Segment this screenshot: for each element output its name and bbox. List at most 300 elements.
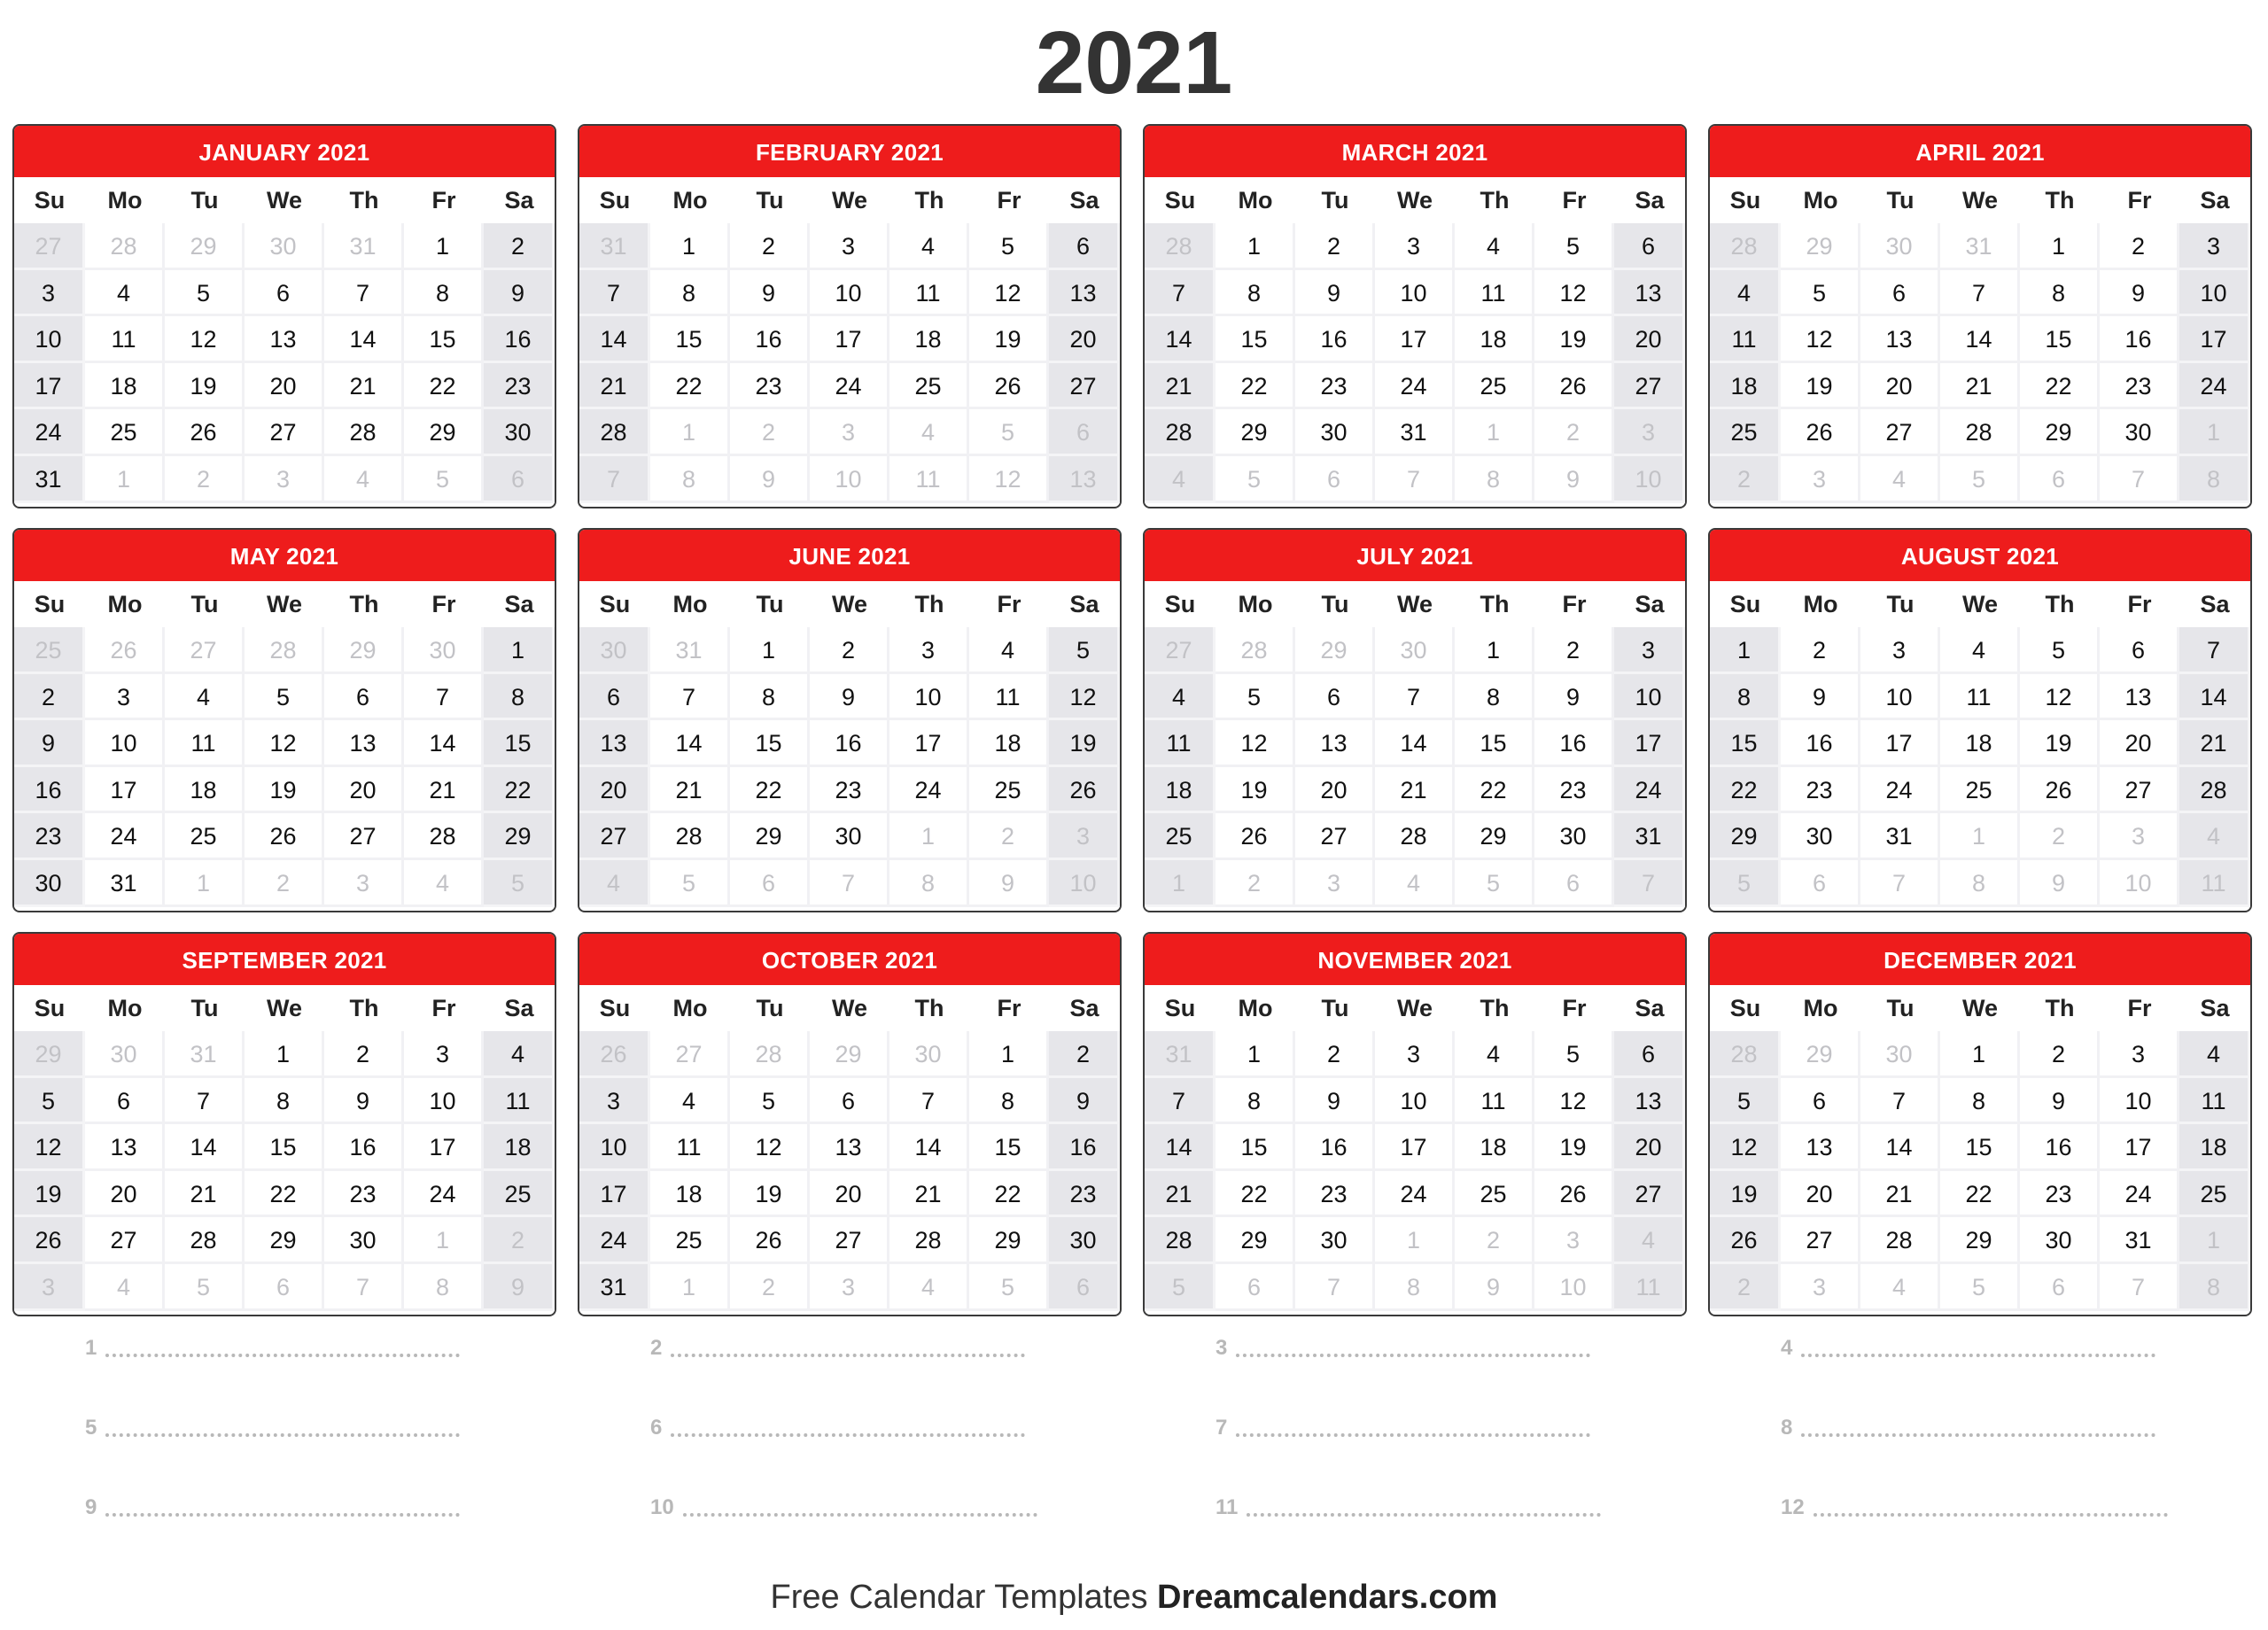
day-cell: 4 (1710, 270, 1781, 317)
day-cell: 8 (1940, 1078, 2020, 1125)
weekday-label: Th (349, 591, 379, 617)
note-dotted-line[interactable] (1236, 1419, 1590, 1437)
note-line-item[interactable] (12, 1327, 578, 1359)
day-cell-adjacent: 5 (650, 860, 730, 907)
day-cell-adjacent: 8 (650, 456, 730, 503)
note-line-item[interactable] (1143, 1486, 1708, 1518)
weekday-label: Su (34, 187, 66, 213)
day-cell: 1 (969, 1031, 1049, 1078)
day-cell: 26 (1781, 409, 1860, 456)
day-cell-adjacent: 11 (2179, 860, 2250, 907)
weekday-label: Th (2045, 591, 2075, 617)
day-cell: 6 (579, 674, 650, 721)
day-cell: 2 (324, 1031, 404, 1078)
weekday-row (579, 177, 1120, 223)
day-cell: 16 (14, 767, 85, 814)
notes-section (12, 1327, 2256, 1566)
day-cell-adjacent: 8 (1375, 1264, 1455, 1311)
day-cell: 21 (650, 767, 730, 814)
day-cell: 12 (730, 1124, 810, 1171)
day-cell-adjacent: 3 (14, 1264, 85, 1311)
day-cell: 6 (2100, 627, 2179, 674)
day-cell: 25 (650, 1217, 730, 1264)
day-cell-adjacent: 28 (730, 1031, 810, 1078)
day-cell-adjacent: 3 (1781, 1264, 1860, 1311)
days-grid (1710, 1031, 2250, 1311)
weekday-row (1145, 177, 1685, 223)
day-cell: 16 (2100, 316, 2179, 363)
weekday-row (579, 581, 1120, 627)
day-cell: 3 (85, 674, 165, 721)
note-line-item[interactable] (1708, 1327, 2268, 1359)
day-cell-adjacent: 1 (85, 456, 165, 503)
day-cell: 27 (1295, 813, 1375, 860)
day-cell-adjacent: 5 (1455, 860, 1534, 907)
weekday-label: We (1396, 187, 1433, 213)
day-cell: 31 (85, 860, 165, 907)
day-cell: 17 (810, 316, 889, 363)
day-cell: 15 (1710, 720, 1781, 767)
day-cell: 2 (2020, 1031, 2100, 1078)
day-cell: 4 (1145, 674, 1216, 721)
weekday-label: We (831, 591, 867, 617)
weekday-label: Mo (1803, 187, 1838, 213)
year-title: 2021 (1035, 13, 1233, 113)
day-cell-adjacent: 4 (1860, 1264, 1940, 1311)
day-cell: 8 (1710, 674, 1781, 721)
day-cell: 29 (1940, 1217, 2020, 1264)
weekday-label: Su (1164, 591, 1196, 617)
weekday-label: Fr (997, 591, 1021, 617)
day-cell: 28 (650, 813, 730, 860)
day-cell: 19 (969, 316, 1049, 363)
weekday-label: Fr (1562, 591, 1587, 617)
day-cell: 22 (1216, 363, 1295, 410)
day-cell: 12 (1534, 1078, 1614, 1125)
day-cell: 14 (404, 720, 484, 767)
day-cell: 7 (650, 674, 730, 721)
day-cell-adjacent: 1 (165, 860, 245, 907)
note-line-item[interactable] (578, 1327, 1143, 1359)
day-cell: 18 (969, 720, 1049, 767)
day-cell-adjacent: 29 (810, 1031, 889, 1078)
day-cell: 28 (1860, 1217, 1940, 1264)
weekday-label: Su (599, 995, 631, 1021)
day-cell: 23 (1781, 767, 1860, 814)
day-cell: 18 (889, 316, 969, 363)
weekday-label: We (1961, 187, 1998, 213)
day-cell-adjacent: 3 (2100, 813, 2179, 860)
day-cell: 3 (889, 627, 969, 674)
footer (0, 1579, 2268, 1617)
day-cell: 10 (85, 720, 165, 767)
note-line-item[interactable] (12, 1486, 578, 1518)
weekday-row (579, 985, 1120, 1031)
note-line-item[interactable] (578, 1407, 1143, 1439)
month-calendar (1708, 124, 2252, 508)
day-cell: 22 (245, 1171, 324, 1218)
day-cell: 15 (1940, 1124, 2020, 1171)
note-dotted-line[interactable] (671, 1339, 1025, 1357)
day-cell: 30 (1781, 813, 1860, 860)
day-cell: 29 (969, 1217, 1049, 1264)
day-cell: 4 (85, 270, 165, 317)
days-grid (579, 627, 1120, 907)
days-grid (1710, 627, 2250, 907)
days-grid (1710, 223, 2250, 503)
note-line-item[interactable] (1143, 1407, 1708, 1439)
day-cell: 10 (889, 674, 969, 721)
day-cell: 29 (484, 813, 555, 860)
note-dotted-line[interactable] (105, 1419, 460, 1437)
day-cell: 6 (245, 270, 324, 317)
day-cell-adjacent: 2 (1710, 456, 1781, 503)
day-cell: 6 (1295, 674, 1375, 721)
day-cell: 28 (2179, 767, 2250, 814)
day-cell: 6 (1614, 223, 1685, 270)
day-cell: 28 (579, 409, 650, 456)
day-cell: 10 (810, 270, 889, 317)
days-grid (14, 627, 555, 907)
day-cell: 26 (1534, 363, 1614, 410)
day-cell: 10 (579, 1124, 650, 1171)
day-cell: 26 (165, 409, 245, 456)
day-cell: 5 (969, 223, 1049, 270)
day-cell-adjacent: 7 (579, 456, 650, 503)
weekday-label: Mo (1238, 591, 1273, 617)
day-cell: 20 (1614, 316, 1685, 363)
day-cell-adjacent: 30 (85, 1031, 165, 1078)
day-cell: 13 (1049, 270, 1120, 317)
day-cell-adjacent: 12 (969, 456, 1049, 503)
weekday-label: Th (914, 995, 944, 1021)
day-cell-adjacent: 2 (1216, 860, 1295, 907)
weekday-label: Mo (672, 187, 708, 213)
weekday-label: Mo (672, 995, 708, 1021)
day-cell: 2 (1295, 223, 1375, 270)
day-cell: 10 (1375, 270, 1455, 317)
day-cell: 11 (1145, 720, 1216, 767)
day-cell: 22 (484, 767, 555, 814)
day-cell: 3 (1860, 627, 1940, 674)
day-cell: 23 (1295, 1171, 1375, 1218)
day-cell: 6 (1781, 1078, 1860, 1125)
weekday-label: Fr (2127, 187, 2152, 213)
day-cell: 26 (1534, 1171, 1614, 1218)
day-cell: 21 (1145, 363, 1216, 410)
weekday-label: Su (1729, 995, 1761, 1021)
day-cell: 24 (1375, 363, 1455, 410)
day-cell: 8 (2020, 270, 2100, 317)
day-cell: 24 (889, 767, 969, 814)
day-cell: 5 (1534, 1031, 1614, 1078)
weekday-label: Tu (1321, 995, 1349, 1021)
day-cell: 29 (245, 1217, 324, 1264)
day-cell: 2 (1534, 627, 1614, 674)
weekday-label: Su (34, 591, 66, 617)
month-title: JUNE 2021 (579, 530, 1120, 581)
note-line-item[interactable] (12, 1407, 578, 1439)
day-cell: 20 (1049, 316, 1120, 363)
day-cell: 22 (730, 767, 810, 814)
day-cell: 11 (1710, 316, 1781, 363)
note-dotted-line[interactable] (1236, 1339, 1590, 1357)
day-cell: 16 (1295, 316, 1375, 363)
day-cell-adjacent: 1 (650, 409, 730, 456)
day-cell: 16 (1049, 1124, 1120, 1171)
weekday-row (1710, 177, 2250, 223)
day-cell: 21 (1860, 1171, 1940, 1218)
weekday-label: Su (1164, 187, 1196, 213)
weekday-label: Tu (1886, 995, 1915, 1021)
day-cell: 1 (2020, 223, 2100, 270)
day-cell-adjacent: 29 (1781, 223, 1860, 270)
day-cell-adjacent: 3 (245, 456, 324, 503)
day-cell: 12 (1710, 1124, 1781, 1171)
day-cell-adjacent: 6 (1049, 409, 1120, 456)
day-cell-adjacent: 9 (969, 860, 1049, 907)
day-cell: 6 (810, 1078, 889, 1125)
day-cell: 28 (324, 409, 404, 456)
note-dotted-line[interactable] (671, 1419, 1025, 1437)
day-cell: 15 (245, 1124, 324, 1171)
day-cell: 26 (1710, 1217, 1781, 1264)
day-cell: 18 (165, 767, 245, 814)
day-cell-adjacent: 1 (1940, 813, 2020, 860)
day-cell-adjacent: 28 (1710, 1031, 1781, 1078)
day-cell: 10 (14, 316, 85, 363)
day-cell-adjacent: 31 (1145, 1031, 1216, 1078)
weekday-label: Tu (1321, 187, 1349, 213)
day-cell: 8 (650, 270, 730, 317)
day-cell-adjacent: 5 (1940, 456, 2020, 503)
day-cell: 3 (2100, 1031, 2179, 1078)
day-cell: 23 (1049, 1171, 1120, 1218)
day-cell: 31 (1375, 409, 1455, 456)
day-cell: 13 (85, 1124, 165, 1171)
day-cell-adjacent: 3 (1534, 1217, 1614, 1264)
day-cell: 3 (1375, 1031, 1455, 1078)
day-cell-adjacent: 10 (1614, 456, 1685, 503)
day-cell: 1 (650, 223, 730, 270)
note-line-item[interactable] (1708, 1486, 2268, 1518)
month-title: JANUARY 2021 (14, 126, 555, 177)
note-dotted-line[interactable] (1814, 1499, 2168, 1517)
day-cell: 30 (484, 409, 555, 456)
weekday-label: Tu (756, 187, 784, 213)
day-cell: 17 (1375, 1124, 1455, 1171)
day-cell: 27 (1781, 1217, 1860, 1264)
day-cell-adjacent: 31 (324, 223, 404, 270)
day-cell: 13 (245, 316, 324, 363)
weekday-label: We (1961, 995, 1998, 1021)
note-number: 2 (650, 1336, 663, 1360)
day-cell-adjacent: 28 (1145, 223, 1216, 270)
day-cell: 27 (324, 813, 404, 860)
day-cell: 25 (484, 1171, 555, 1218)
day-cell-adjacent: 9 (484, 1264, 555, 1311)
day-cell: 15 (2020, 316, 2100, 363)
day-cell: 7 (324, 270, 404, 317)
day-cell: 31 (579, 1264, 650, 1311)
day-cell: 2 (14, 674, 85, 721)
day-cell-adjacent: 11 (889, 456, 969, 503)
day-cell-adjacent: 28 (245, 627, 324, 674)
month-title: AUGUST 2021 (1710, 530, 2250, 581)
day-cell: 17 (14, 363, 85, 410)
day-cell: 31 (2100, 1217, 2179, 1264)
weekday-label: Fr (431, 995, 456, 1021)
day-cell: 4 (1940, 627, 2020, 674)
day-cell-adjacent: 30 (245, 223, 324, 270)
note-dotted-line[interactable] (683, 1499, 1037, 1517)
note-dotted-line[interactable] (1801, 1339, 2155, 1357)
note-dotted-line[interactable] (105, 1499, 460, 1517)
month-calendar (578, 932, 1122, 1316)
day-cell: 20 (1614, 1124, 1685, 1171)
day-cell-adjacent: 1 (1145, 860, 1216, 907)
day-cell: 22 (1940, 1171, 2020, 1218)
day-cell: 1 (730, 627, 810, 674)
day-cell: 9 (1534, 674, 1614, 721)
day-cell-adjacent: 6 (1295, 456, 1375, 503)
day-cell: 23 (810, 767, 889, 814)
weekday-row (14, 581, 555, 627)
day-cell: 21 (1940, 363, 2020, 410)
weekday-label: Mo (1238, 995, 1273, 1021)
day-cell: 4 (165, 674, 245, 721)
day-cell: 17 (2179, 316, 2250, 363)
day-cell: 28 (1145, 409, 1216, 456)
note-line-item[interactable] (1708, 1407, 2268, 1439)
note-line-item[interactable] (578, 1486, 1143, 1518)
day-cell-adjacent: 8 (1455, 456, 1534, 503)
month-calendar (1143, 932, 1687, 1316)
day-cell-adjacent: 30 (1860, 1031, 1940, 1078)
day-cell-adjacent: 13 (1049, 456, 1120, 503)
day-cell: 2 (810, 627, 889, 674)
day-cell: 26 (730, 1217, 810, 1264)
day-cell: 7 (1375, 674, 1455, 721)
day-cell-adjacent: 3 (1614, 409, 1685, 456)
note-number: 12 (1781, 1495, 1805, 1519)
weekday-row (1710, 581, 2250, 627)
day-cell: 8 (969, 1078, 1049, 1125)
day-cell: 3 (2179, 223, 2250, 270)
day-cell-adjacent: 9 (730, 456, 810, 503)
day-cell: 23 (1295, 363, 1375, 410)
day-cell: 17 (2100, 1124, 2179, 1171)
note-dotted-line[interactable] (1247, 1499, 1601, 1517)
weekday-label: Fr (2127, 995, 2152, 1021)
day-cell: 19 (1781, 363, 1860, 410)
day-cell-adjacent: 2 (969, 813, 1049, 860)
day-cell-adjacent: 7 (2100, 1264, 2179, 1311)
days-grid (1145, 223, 1685, 503)
day-cell-adjacent: 8 (404, 1264, 484, 1311)
day-cell: 23 (730, 363, 810, 410)
weekday-row (14, 985, 555, 1031)
day-cell: 19 (1534, 316, 1614, 363)
day-cell-adjacent: 5 (969, 409, 1049, 456)
day-cell: 12 (14, 1124, 85, 1171)
weekday-label: Tu (1886, 591, 1915, 617)
day-cell: 28 (1940, 409, 2020, 456)
day-cell: 25 (1940, 767, 2020, 814)
day-cell: 8 (730, 674, 810, 721)
days-grid (579, 1031, 1120, 1311)
note-line-item[interactable] (1143, 1327, 1708, 1359)
day-cell: 5 (1781, 270, 1860, 317)
footer-brand[interactable]: Dreamcalendars.com (1157, 1579, 1498, 1616)
day-cell-adjacent: 1 (1455, 409, 1534, 456)
day-cell: 23 (484, 363, 555, 410)
day-cell-adjacent: 2 (245, 860, 324, 907)
day-cell: 10 (2179, 270, 2250, 317)
day-cell: 20 (1860, 363, 1940, 410)
weekday-label: Th (349, 187, 379, 213)
day-cell: 25 (1710, 409, 1781, 456)
day-cell: 21 (2179, 720, 2250, 767)
day-cell: 26 (14, 1217, 85, 1264)
day-cell-adjacent: 2 (1534, 409, 1614, 456)
footer-text: Free Calendar Templates (770, 1579, 1148, 1616)
day-cell-adjacent: 6 (484, 456, 555, 503)
day-cell: 27 (810, 1217, 889, 1264)
day-cell-adjacent: 1 (1375, 1217, 1455, 1264)
day-cell-adjacent: 30 (889, 1031, 969, 1078)
day-cell: 11 (969, 674, 1049, 721)
day-cell-adjacent: 26 (85, 627, 165, 674)
weekday-label: Th (2045, 995, 2075, 1021)
day-cell-adjacent: 4 (1375, 860, 1455, 907)
note-number: 1 (85, 1336, 97, 1360)
day-cell: 21 (1375, 767, 1455, 814)
day-cell: 9 (2100, 270, 2179, 317)
day-cell: 16 (1534, 720, 1614, 767)
weekday-label: Sa (1069, 187, 1099, 213)
day-cell: 29 (1710, 813, 1781, 860)
day-cell: 20 (1295, 767, 1375, 814)
day-cell: 1 (1710, 627, 1781, 674)
day-cell-adjacent: 3 (810, 1264, 889, 1311)
day-cell: 2 (484, 223, 555, 270)
note-dotted-line[interactable] (105, 1339, 460, 1357)
day-cell: 17 (85, 767, 165, 814)
day-cell-adjacent: 28 (1216, 627, 1295, 674)
day-cell-adjacent: 2 (730, 409, 810, 456)
day-cell: 1 (1216, 1031, 1295, 1078)
weekday-label: We (266, 591, 302, 617)
day-cell-adjacent: 5 (1216, 456, 1295, 503)
note-dotted-line[interactable] (1801, 1419, 2155, 1437)
day-cell: 15 (1455, 720, 1534, 767)
weekday-label: Tu (1886, 187, 1915, 213)
day-cell-adjacent: 2 (484, 1217, 555, 1264)
day-cell: 9 (484, 270, 555, 317)
day-cell: 20 (324, 767, 404, 814)
day-cell: 11 (484, 1078, 555, 1125)
day-cell-adjacent: 1 (889, 813, 969, 860)
day-cell: 4 (484, 1031, 555, 1078)
day-cell: 30 (1049, 1217, 1120, 1264)
day-cell: 1 (1455, 627, 1534, 674)
day-cell: 24 (14, 409, 85, 456)
day-cell: 5 (245, 674, 324, 721)
day-cell-adjacent: 5 (1145, 1264, 1216, 1311)
day-cell: 30 (1295, 409, 1375, 456)
day-cell: 25 (1145, 813, 1216, 860)
